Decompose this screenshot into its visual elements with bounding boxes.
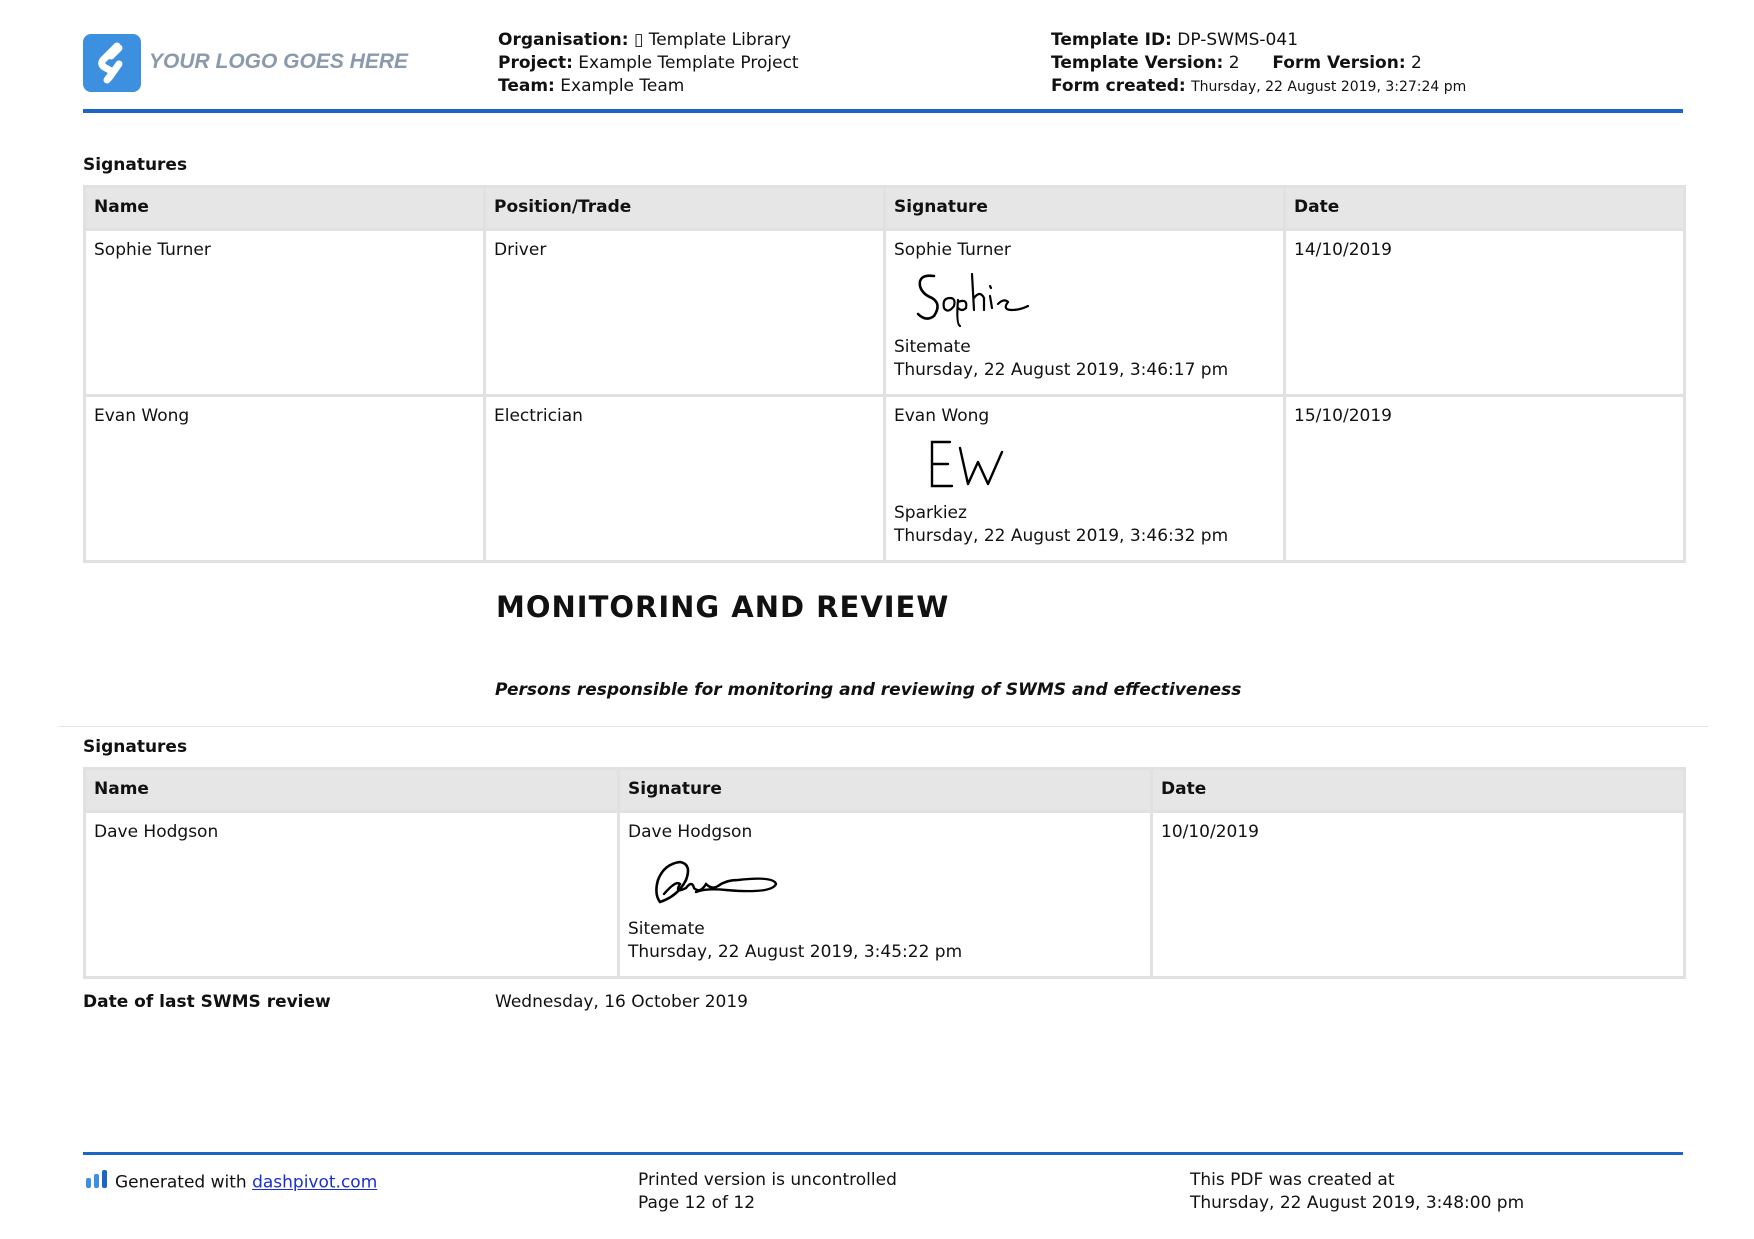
footer-uncontrolled <box>638 1169 897 1215</box>
form-created-value: Thursday, 22 August 2019, 3:27:24 pm <box>1191 79 1467 95</box>
cell-position: Driver <box>485 230 885 396</box>
signature-image <box>912 268 1042 328</box>
cell-name: Evan Wong <box>85 396 485 562</box>
footer-divider <box>83 1152 1683 1155</box>
signed-at: Thursday, 22 August 2019, 3:45:22 pm <box>628 942 963 962</box>
team-value: Example Team <box>560 76 685 96</box>
signer-company: Sitemate <box>894 337 971 357</box>
project-label: Project: <box>498 53 573 73</box>
table-header-row <box>85 187 1685 230</box>
header-divider <box>83 109 1683 113</box>
pdf-created-label: This PDF was created at <box>1190 1170 1395 1190</box>
column-header-date: Date <box>1152 769 1685 812</box>
table-row <box>85 812 1685 978</box>
column-header-name: Name <box>85 187 485 230</box>
review-signatures-table <box>83 767 1686 979</box>
generated-text: Generated with <box>115 1172 247 1193</box>
signer-company: Sparkiez <box>894 503 967 523</box>
form-created-label: Form created: <box>1051 76 1186 96</box>
dashpivot-link[interactable]: dashpivot.com <box>252 1172 378 1193</box>
organisation-value: ▯ Template Library <box>633 30 792 50</box>
signer-name: Evan Wong <box>894 406 990 426</box>
section-subtitle: Persons responsible for monitoring and reviewing of SWMS and effectiveness <box>495 680 1242 700</box>
form-version-label: Form Version: <box>1272 53 1406 73</box>
cell-date: 14/10/2019 <box>1285 230 1685 396</box>
cell-signature <box>619 812 1152 978</box>
table-row <box>85 230 1685 396</box>
project-line <box>498 52 799 75</box>
column-header-position: Position/Trade <box>485 187 885 230</box>
column-header-signature: Signature <box>885 187 1285 230</box>
cell-position: Electrician <box>485 396 885 562</box>
signatures-table <box>83 185 1686 563</box>
signature-image <box>646 850 786 910</box>
template-id-value: DP-SWMS-041 <box>1177 30 1299 50</box>
logo-icon <box>83 34 141 92</box>
signer-name: Sophie Turner <box>894 240 1011 260</box>
project-value: Example Template Project <box>578 53 799 73</box>
signer-company: Sitemate <box>628 919 705 939</box>
version-line <box>1051 52 1422 75</box>
page-number: Page 12 of 12 <box>638 1193 756 1213</box>
uncontrolled-text: Printed version is uncontrolled <box>638 1170 897 1190</box>
column-header-date: Date <box>1285 187 1685 230</box>
last-review-label: Date of last SWMS review <box>83 992 331 1012</box>
organisation-label: Organisation: <box>498 30 629 50</box>
form-version-value: 2 <box>1411 53 1422 73</box>
template-id-label: Template ID: <box>1051 30 1172 50</box>
table-row <box>85 396 1685 562</box>
column-header-name: Name <box>85 769 619 812</box>
team-label: Team: <box>498 76 555 96</box>
form-created-line <box>1051 75 1466 99</box>
cell-name: Sophie Turner <box>85 230 485 396</box>
cell-signature <box>885 396 1285 562</box>
section-title: MONITORING AND REVIEW <box>496 590 950 624</box>
section-divider <box>58 726 1708 727</box>
cell-name: Dave Hodgson <box>85 812 619 978</box>
organisation-line <box>498 29 791 52</box>
template-id-line <box>1051 29 1298 52</box>
team-line <box>498 75 684 98</box>
column-header-signature: Signature <box>619 769 1152 812</box>
signatures-label: Signatures <box>83 737 188 757</box>
template-version-label: Template Version: <box>1051 53 1224 73</box>
cell-signature <box>885 230 1285 396</box>
cell-date: 15/10/2019 <box>1285 396 1685 562</box>
signatures-label: Signatures <box>83 155 188 175</box>
signature-image <box>912 434 1042 494</box>
dashpivot-icon <box>85 1169 109 1196</box>
pdf-created-value: Thursday, 22 August 2019, 3:48:00 pm <box>1190 1193 1525 1213</box>
signed-at: Thursday, 22 August 2019, 3:46:32 pm <box>894 526 1229 546</box>
template-version-value: 2 <box>1228 53 1240 73</box>
last-review-value: Wednesday, 16 October 2019 <box>495 992 748 1012</box>
footer-pdf-created <box>1190 1169 1524 1215</box>
cell-date: 10/10/2019 <box>1152 812 1685 978</box>
table-header-row <box>85 769 1685 812</box>
logo-text: YOUR LOGO GOES HERE <box>149 50 409 73</box>
signer-name: Dave Hodgson <box>628 822 753 842</box>
signed-at: Thursday, 22 August 2019, 3:46:17 pm <box>894 360 1229 380</box>
footer-generated <box>85 1169 377 1196</box>
